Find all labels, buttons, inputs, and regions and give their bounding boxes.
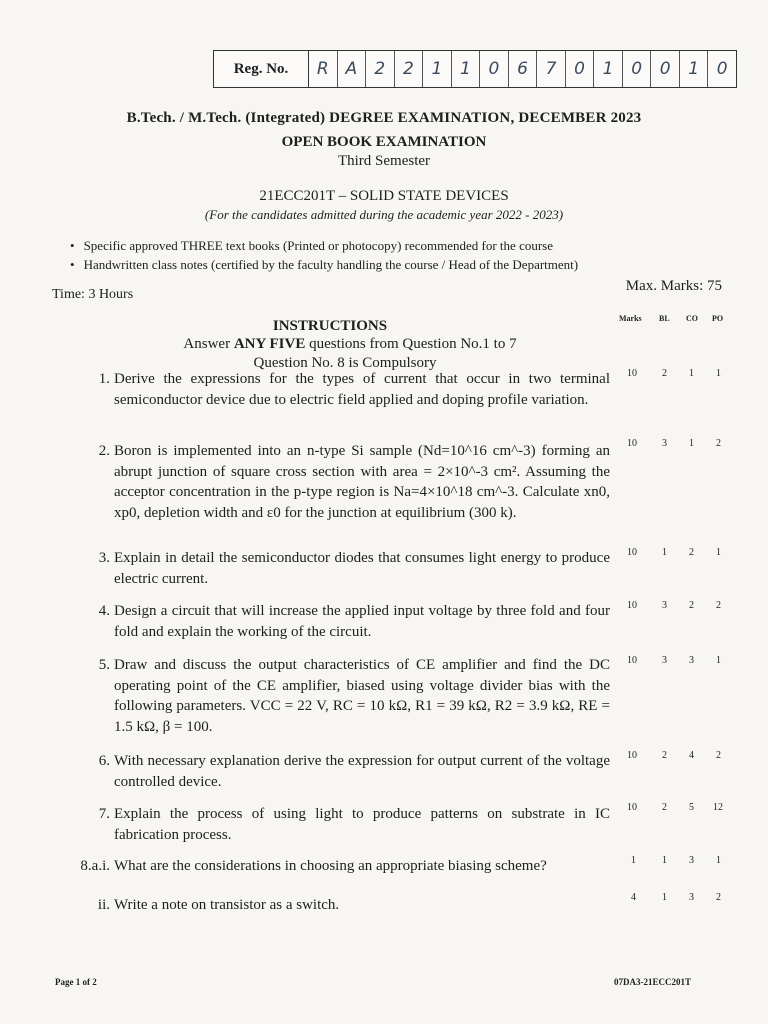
question-8ai bbox=[58, 856, 610, 877]
marks-value: 10 bbox=[627, 802, 637, 813]
marks-value: 10 bbox=[627, 750, 637, 761]
marks-value: 10 bbox=[627, 368, 637, 379]
col-header-po: PO bbox=[712, 314, 724, 323]
paper-code: 07DA3-21ECC201T bbox=[614, 977, 692, 987]
reg-digit: 1 bbox=[594, 51, 623, 87]
reg-digit: 0 bbox=[480, 51, 509, 87]
question-4 bbox=[80, 601, 610, 642]
reg-digit: A bbox=[338, 51, 367, 87]
co-value: 2 bbox=[689, 600, 694, 611]
po-value: 1 bbox=[716, 368, 721, 379]
col-header-marks: Marks bbox=[619, 314, 642, 323]
marks-value: 10 bbox=[627, 600, 637, 611]
po-value: 1 bbox=[716, 547, 721, 558]
instructions-answer: Answer ANY FIVE questions from Question No.1 to 7 bbox=[183, 336, 517, 352]
question-text: With necessary explanation derive the expression for output current of the voltage controlled device. bbox=[114, 753, 610, 790]
question-number: 7. bbox=[98, 806, 110, 822]
co-value: 1 bbox=[689, 368, 694, 379]
semester: Third Semester bbox=[337, 153, 431, 169]
page-number: Page 1 of 2 bbox=[55, 977, 97, 987]
marks-value: 10 bbox=[627, 655, 637, 666]
co-value: 3 bbox=[689, 892, 694, 903]
question-number: 4. bbox=[98, 603, 110, 619]
po-value: 2 bbox=[716, 892, 721, 903]
reg-digit: 1 bbox=[423, 51, 452, 87]
col-header-co: CO bbox=[686, 314, 698, 323]
reg-digit: 0 bbox=[623, 51, 652, 87]
co-value: 5 bbox=[689, 802, 694, 813]
po-value: 12 bbox=[713, 802, 723, 813]
question-text: What are the considerations in choosing an appropriate biasing scheme? bbox=[114, 858, 547, 874]
marks-value: 10 bbox=[627, 547, 637, 558]
reg-digit: 2 bbox=[395, 51, 424, 87]
co-value: 2 bbox=[689, 547, 694, 558]
question-number: ii. bbox=[97, 897, 110, 913]
question-5 bbox=[80, 655, 610, 737]
marks-value: 4 bbox=[631, 892, 636, 903]
question-1 bbox=[80, 369, 610, 410]
allowed-item: • Handwritten class notes (certified by the faculty handling the course / Head of the Department) bbox=[70, 257, 578, 273]
reg-digit: R bbox=[309, 51, 338, 87]
bl-value: 3 bbox=[662, 438, 667, 449]
po-value: 1 bbox=[716, 655, 721, 666]
col-header-bl: BL bbox=[659, 314, 670, 323]
reg-digit: 0 bbox=[651, 51, 680, 87]
bl-value: 2 bbox=[662, 750, 667, 761]
bl-value: 1 bbox=[662, 892, 667, 903]
question-text: Explain the process of using light to produce patterns on substrate in IC fabrication process. bbox=[114, 806, 610, 843]
bl-value: 3 bbox=[662, 600, 667, 611]
po-value: 1 bbox=[716, 855, 721, 866]
question-number: 3. bbox=[98, 550, 110, 566]
marks-value: 10 bbox=[627, 438, 637, 449]
question-text: Write a note on transistor as a switch. bbox=[114, 897, 340, 913]
question-number: 1. bbox=[98, 371, 110, 387]
po-value: 2 bbox=[716, 438, 721, 449]
exam-time: Time: 3 Hours bbox=[52, 287, 134, 302]
po-value: 2 bbox=[716, 750, 721, 761]
question-number: 8.a.i. bbox=[80, 858, 110, 874]
reg-number-cells bbox=[309, 51, 736, 87]
question-text: Draw and discuss the output characteristics of CE amplifier and find the DC operating point of the CE amplifier, biased using voltage divider bias with the following parameters. VCC = 22 V, RC = 10 kΩ, R1 = 39 kΩ, R2 = 3.9 kΩ, RE = 1.5 kΩ, β = 100. bbox=[114, 657, 610, 735]
question-number: 5. bbox=[98, 657, 110, 673]
co-value: 3 bbox=[689, 855, 694, 866]
question-3 bbox=[80, 548, 610, 589]
course-title: 21ECC201T – SOLID STATE DEVICES bbox=[259, 188, 509, 204]
exam-type: OPEN BOOK EXAMINATION bbox=[281, 134, 487, 150]
bl-value: 1 bbox=[662, 855, 667, 866]
marks-value: 1 bbox=[631, 855, 636, 866]
reg-number-label: Reg. No. bbox=[214, 51, 309, 87]
reg-digit: 1 bbox=[452, 51, 481, 87]
admission-note: (For the candidates admitted during the academic year 2022 - 2023) bbox=[204, 207, 564, 222]
question-text: Boron is implemented into an n-type Si sample (Nd=10^16 cm^-3) forming an abrupt junction of square cross section with area = 2×10^-3 cm². Assuming the acceptor concentration in the p-type region is Na=4×10^18 cm^-3. Calculate xn0, xp0, depletion width and ε0 for the junction at equilibrium (300 k). bbox=[114, 443, 610, 521]
reg-digit: 0 bbox=[566, 51, 595, 87]
bl-value: 1 bbox=[662, 547, 667, 558]
question-number: 6. bbox=[98, 753, 110, 769]
reg-digit: 7 bbox=[537, 51, 566, 87]
question-8aii bbox=[58, 895, 610, 916]
reg-digit: 6 bbox=[509, 51, 538, 87]
question-number: 2. bbox=[98, 443, 110, 459]
reg-number-box bbox=[213, 50, 737, 88]
bl-value: 2 bbox=[662, 802, 667, 813]
reg-digit: 1 bbox=[680, 51, 709, 87]
reg-digit: 0 bbox=[716, 59, 728, 79]
instructions-compulsory: Question No. 8 is Compulsory bbox=[253, 355, 437, 371]
bl-value: 2 bbox=[662, 368, 667, 379]
co-value: 1 bbox=[689, 438, 694, 449]
degree-title: B.Tech. / M.Tech. (Integrated) DEGREE EXAMINATION, DECEMBER 2023 bbox=[126, 110, 642, 126]
allowed-materials-list bbox=[70, 238, 578, 276]
co-value: 3 bbox=[689, 655, 694, 666]
question-text: Design a circuit that will increase the applied input voltage by three fold and four fold and explain the working of the circuit. bbox=[114, 603, 610, 640]
co-value: 4 bbox=[689, 750, 694, 761]
allowed-item: • Specific approved THREE text books (Printed or photocopy) recommended for the course bbox=[70, 238, 578, 254]
question-text: Explain in detail the semiconductor diodes that consumes light energy to produce electric current. bbox=[114, 550, 610, 587]
max-marks: Max. Marks: 75 bbox=[625, 278, 722, 294]
bl-value: 3 bbox=[662, 655, 667, 666]
instructions-title: INSTRUCTIONS bbox=[272, 318, 388, 334]
question-6 bbox=[80, 751, 610, 792]
question-7 bbox=[80, 804, 610, 845]
question-text: Derive the expressions for the types of current that occur in two terminal semiconductor device due to electric field applied and doping profile variation. bbox=[114, 371, 610, 408]
question-2 bbox=[80, 441, 610, 523]
po-value: 2 bbox=[716, 600, 721, 611]
reg-digit: 2 bbox=[366, 51, 395, 87]
